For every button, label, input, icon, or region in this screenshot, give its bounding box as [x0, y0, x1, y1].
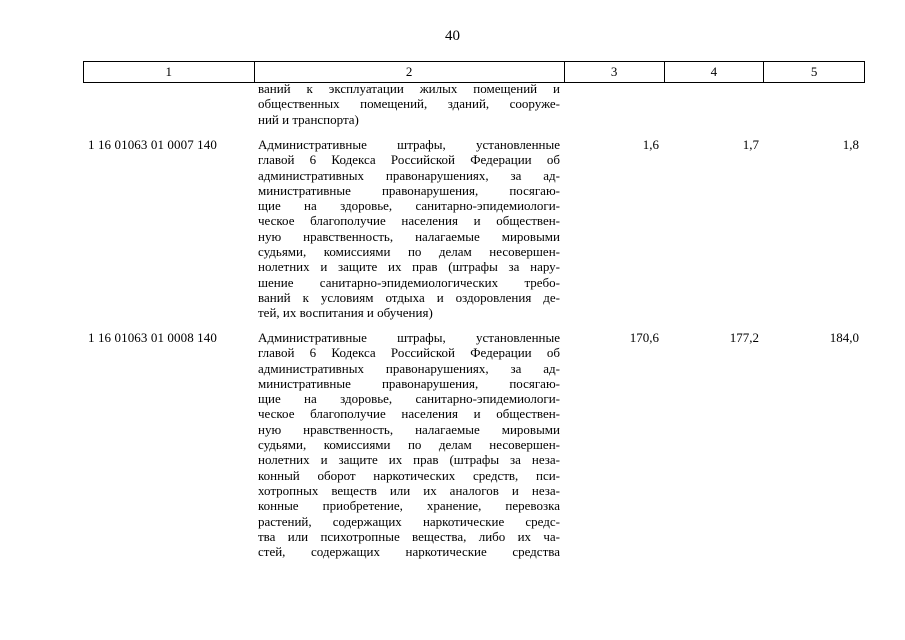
description-line: судьями, комиссиями по делам несовершен-	[258, 437, 560, 453]
description-line: нолетних и защите их прав (штрафы за нару-	[258, 259, 560, 275]
value-col-4: 1,7	[742, 137, 759, 152]
description-line: министративные правонарушения, посягаю-	[258, 375, 560, 391]
column-header-1: 1	[84, 62, 255, 82]
page-number: 40	[445, 28, 460, 44]
description-line: Административные штрафы, установленные	[258, 330, 560, 345]
budget-classification-code: 1 16 01063 01 0008 140	[88, 330, 217, 345]
description-line: щие на здоровье, санитарно-эпидемиологи-	[258, 198, 560, 214]
column-header-2: 2	[255, 62, 565, 82]
value-col-5: 184,0	[829, 330, 859, 345]
description-line: ваний к условиям отдыха и оздоровления де-	[258, 289, 560, 305]
column-header-3: 3	[565, 62, 665, 82]
table-row	[83, 137, 865, 327]
column-header-4: 4	[665, 62, 765, 82]
description-line: тей, их воспитания и обучения)	[258, 305, 433, 321]
description-line: ваний к эксплуатации жилых помещений и	[258, 81, 560, 96]
description-line: щие на здоровье, санитарно-эпидемиологи-	[258, 391, 560, 407]
description-line: конный оборот наркотических средств, пси-	[258, 467, 560, 483]
description-line: хотропных веществ или их аналогов и неза-	[258, 482, 560, 498]
description-line: ческое благополучие населения и обществен-	[258, 406, 560, 422]
description-line: административных правонарушениях, за ад-	[258, 360, 560, 376]
description-line: тва или психотропные вещества, либо их ча-	[258, 528, 560, 544]
budget-classification-code: 1 16 01063 01 0007 140	[88, 137, 217, 152]
description-line: общественных помещений, зданий, сооруже-	[258, 96, 560, 112]
table-row	[83, 330, 865, 570]
row-description	[258, 137, 560, 321]
description-line: главой 6 Кодекса Российской Федерации об	[258, 152, 560, 168]
row-description	[258, 330, 560, 559]
row-description	[258, 81, 560, 127]
description-line: конные приобретение, хранение, перевозка	[258, 498, 560, 514]
description-line: ний и транспорта)	[258, 111, 359, 127]
description-line: главой 6 Кодекса Российской Федерации об	[258, 345, 560, 361]
description-line: ную нравственность, налагаемые мировыми	[258, 228, 560, 244]
description-line: ческое благополучие населения и обществен-	[258, 213, 560, 229]
description-line: нолетних и защите их прав (штрафы за неза-	[258, 452, 560, 468]
description-line: растений, содержащих наркотические средс-	[258, 513, 560, 529]
column-header-5: 5	[810, 64, 818, 79]
description-line: министративные правонарушения, посягаю-	[258, 182, 560, 198]
value-col-3: 170,6	[629, 330, 659, 345]
value-col-4: 177,2	[729, 330, 759, 345]
description-line: ную нравственность, налагаемые мировыми	[258, 421, 560, 437]
description-line: Административные штрафы, установленные	[258, 137, 560, 152]
value-col-5: 1,8	[842, 137, 859, 152]
table-header	[83, 61, 865, 83]
description-line: судьями, комиссиями по делам несовершен-	[258, 244, 560, 260]
value-col-3: 1,6	[642, 137, 659, 152]
description-line: шение санитарно-эпидемиологических требо-	[258, 274, 560, 290]
description-line: стей, содержащих наркотические средства	[258, 544, 560, 560]
description-line: административных правонарушениях, за ад-	[258, 167, 560, 183]
table-row-continuation	[83, 81, 865, 129]
